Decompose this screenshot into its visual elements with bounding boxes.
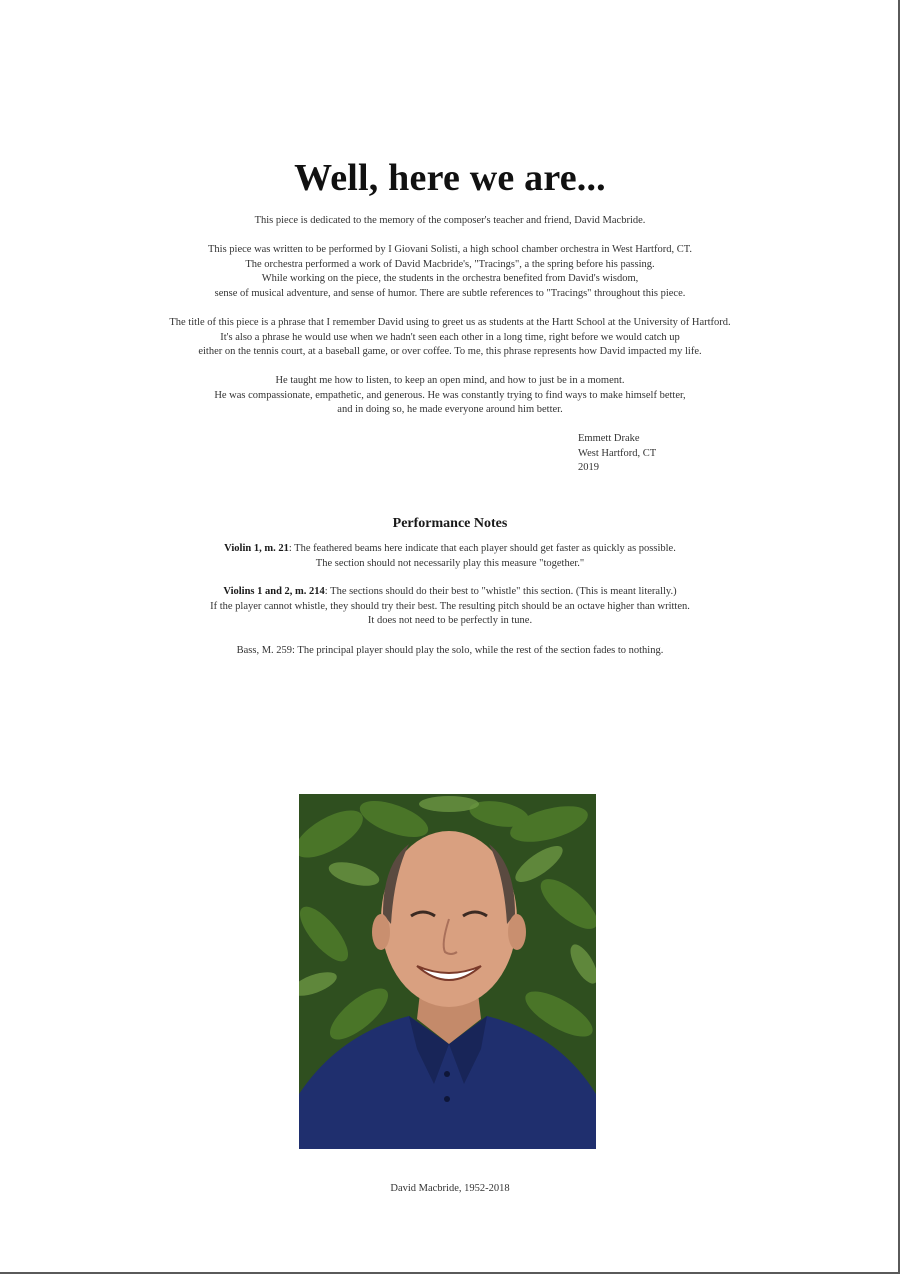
signature-name: Emmett Drake <box>578 433 640 444</box>
paragraph-1 <box>0 243 900 301</box>
note-label: Violins 1 and 2, m. 214 <box>223 586 325 597</box>
note-line <box>0 585 900 600</box>
paragraph-line: While working on the piece, the students in the orchestra benefited from David's wisdom, <box>261 273 639 285</box>
performance-note-2 <box>0 585 900 629</box>
signature-block <box>578 432 656 476</box>
portrait-illustration <box>299 794 596 1149</box>
note-line: The section should not necessarily play this measure "together." <box>315 557 585 569</box>
dedication-line: This piece is dedicated to the memory of the composer's teacher and friend, David Macbride. <box>254 215 646 226</box>
note-line: Bass, M. 259: The principal player should play the solo, while the rest of the section fades to nothing. <box>236 645 664 656</box>
performance-note-1 <box>0 542 900 571</box>
page-title: Well, here we are... <box>294 157 606 199</box>
paragraph-line: He was compassionate, empathetic, and generous. He was constantly trying to find ways to make himself better, <box>214 389 686 401</box>
performance-notes-heading: Performance Notes <box>392 516 508 531</box>
note-text: : The sections should do their best to "whistle" this section. (This is meant literally.) <box>324 586 677 597</box>
note-text: : The feathered beams here indicate that each player should get faster as quickly as possible. <box>288 543 676 554</box>
paragraph-line: The orchestra performed a work of David Macbride's, "Tracings", a the spring before his passing. <box>245 258 655 270</box>
paragraph-line: sense of musical adventure, and sense of humor. There are subtle references to "Tracings" throughout this piece. <box>214 287 686 299</box>
paragraph-2 <box>0 316 900 360</box>
paragraph-line: The title of this piece is a phrase that I remember David using to greet us as students at the Hartt School at the University of Hartford. <box>169 317 731 328</box>
paragraph-line: This piece was written to be performed by I Giovani Solisti, a high school chamber orchestra in West Hartford, CT. <box>208 244 692 255</box>
performance-note-3 <box>0 644 900 659</box>
signature-year: 2019 <box>578 462 599 474</box>
paragraph-line: It's also a phrase he would use when we hadn't seen each other in a long time, right before we would catch up <box>220 331 680 343</box>
note-line <box>0 542 900 557</box>
dedication <box>0 214 900 229</box>
note-line: It does not need to be perfectly in tune. <box>367 615 533 627</box>
signature-location: West Hartford, CT <box>578 447 657 459</box>
paragraph-line: either on the tennis court, at a baseball game, or over coffee. To me, this phrase represents how David impacted my life. <box>198 346 702 358</box>
portrait-photo <box>299 794 596 1149</box>
note-line: If the player cannot whistle, they should try their best. The resulting pitch should be an octave higher than written. <box>210 600 690 612</box>
paragraph-line: and in doing so, he made everyone around him better. <box>337 404 563 416</box>
paragraph-line: He taught me how to listen, to keep an open mind, and how to just be in a moment. <box>275 375 625 386</box>
photo-caption: David Macbride, 1952-2018 <box>390 1183 510 1194</box>
paragraph-3 <box>0 374 900 418</box>
note-label: Violin 1, m. 21 <box>224 543 289 554</box>
